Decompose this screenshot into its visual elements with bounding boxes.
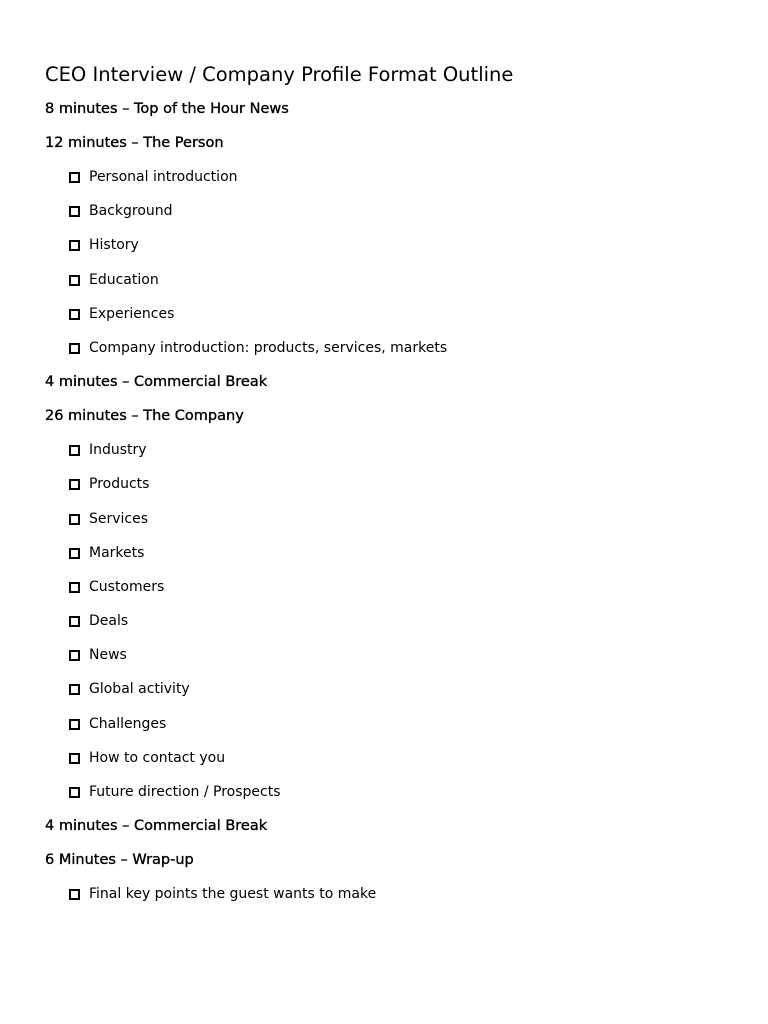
list-item [45, 604, 745, 638]
checkbox-icon [69, 206, 80, 217]
section-heading-label: 4 minutes – Commercial Break [45, 374, 268, 391]
list-item-label: Experiences [89, 305, 175, 322]
checkbox-icon [69, 889, 80, 900]
list-item-label: Personal introduction [89, 169, 238, 185]
list-item-label: Final key points the guest wants to make [89, 886, 377, 903]
list-item-label: Future direction / Prospects [89, 784, 281, 800]
checkbox-icon [69, 172, 80, 183]
list-item [45, 536, 745, 570]
list-item-label: Industry [89, 442, 147, 459]
outline [45, 92, 745, 911]
item-list [45, 160, 745, 365]
checkbox-icon [69, 479, 80, 490]
checkbox-icon [69, 719, 80, 730]
checkbox-icon [69, 309, 80, 320]
document-body [45, 58, 745, 911]
list-item [45, 228, 745, 262]
list-item [45, 263, 745, 297]
list-item-label: Deals [89, 613, 129, 630]
checkbox-icon [69, 514, 80, 525]
list-item [45, 502, 745, 536]
list-item [45, 433, 745, 467]
section-heading-label: 8 minutes – Top of the Hour News [45, 101, 289, 117]
list-item [45, 160, 745, 194]
list-item-label: Education [89, 271, 159, 288]
list-item [45, 638, 745, 672]
document-title: CEO Interview / Company Profile Format Outline [45, 63, 514, 86]
list-item [45, 570, 745, 604]
section-heading-label: 4 minutes – Commercial Break [45, 818, 268, 835]
checkbox-icon [69, 650, 80, 661]
section-heading-label: 26 minutes – The Company [45, 408, 244, 425]
list-item-label: Customers [89, 578, 165, 595]
checkbox-icon [69, 445, 80, 456]
list-item-label: Background [89, 203, 173, 220]
list-item-label: Company introduction: products, services, markets [89, 339, 448, 356]
list-item [45, 297, 745, 331]
list-item [45, 707, 745, 741]
checkbox-icon [69, 343, 80, 354]
item-list [45, 433, 745, 809]
section-heading [45, 399, 745, 433]
section-heading [45, 843, 745, 877]
list-item-label: Products [89, 476, 150, 493]
list-item-label: How to contact you [89, 749, 226, 766]
list-item [45, 194, 745, 228]
list-item-label: Services [89, 510, 149, 527]
checkbox-icon [69, 787, 80, 798]
list-item-label: Challenges [89, 715, 167, 732]
list-item-label: News [89, 647, 127, 664]
section-heading [45, 126, 745, 160]
item-list [45, 877, 745, 911]
list-item [45, 775, 745, 809]
list-item [45, 467, 745, 501]
checkbox-icon [69, 275, 80, 286]
section-heading [45, 92, 745, 126]
list-item-label: Markets [89, 544, 145, 561]
checkbox-icon [69, 582, 80, 593]
list-item [45, 877, 745, 911]
checkbox-icon [69, 240, 80, 251]
list-item [45, 741, 745, 775]
checkbox-icon [69, 548, 80, 559]
list-item [45, 672, 745, 706]
checkbox-icon [69, 753, 80, 764]
list-item-label: Global activity [89, 681, 190, 698]
checkbox-icon [69, 684, 80, 695]
section-heading [45, 809, 745, 843]
list-item-label: History [89, 237, 139, 254]
list-item [45, 331, 745, 365]
section-heading-label: 12 minutes – The Person [45, 135, 224, 151]
section-heading-label: 6 Minutes – Wrap-up [45, 852, 194, 869]
checkbox-icon [69, 616, 80, 627]
section-heading [45, 365, 745, 399]
